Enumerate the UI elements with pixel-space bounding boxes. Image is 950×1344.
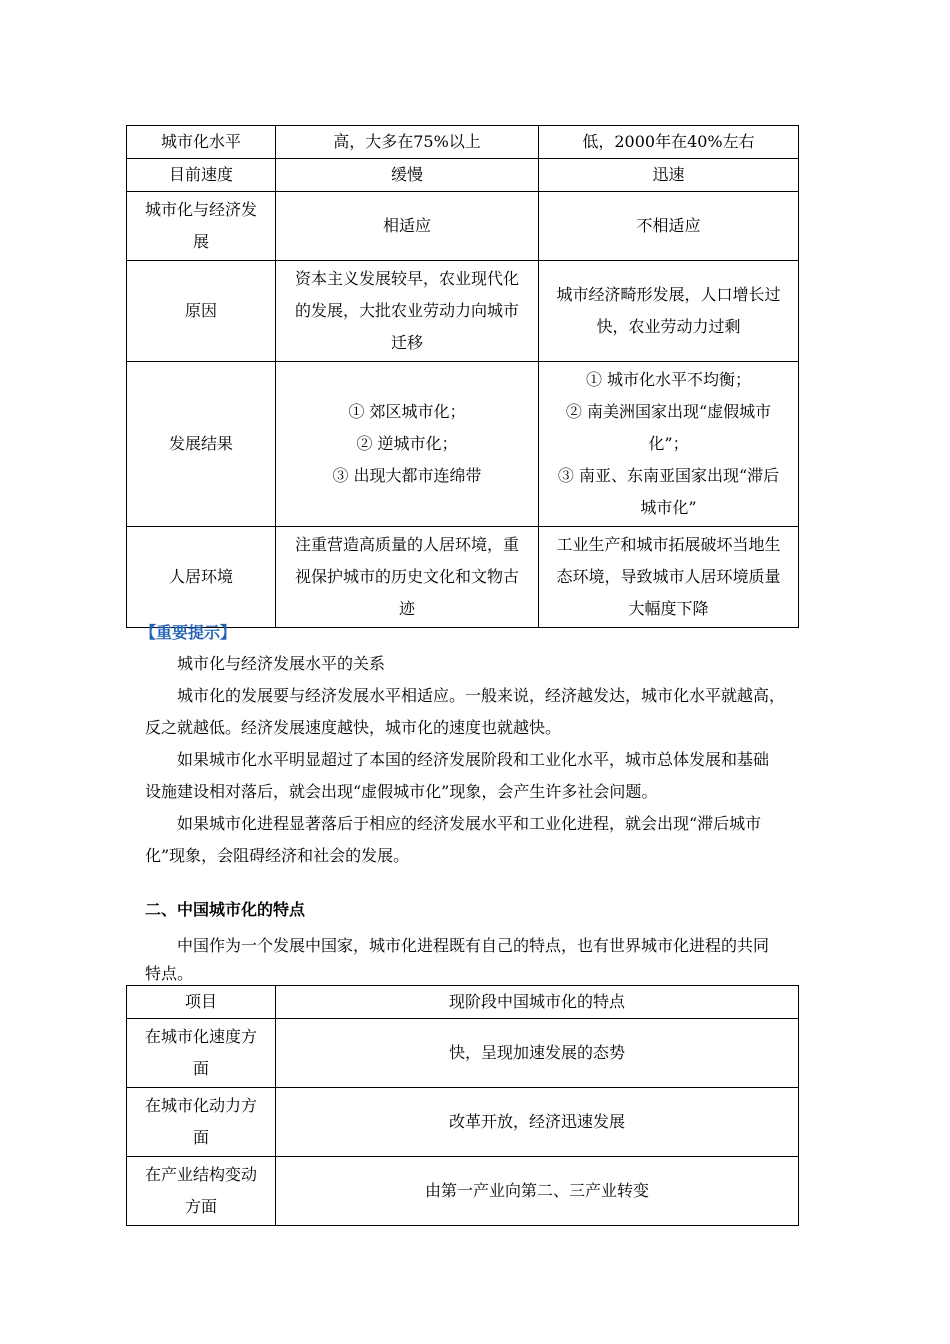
developed-cell: 缓慢	[276, 159, 539, 192]
developed-cell: 相适应	[276, 192, 539, 261]
row-label: 原因	[127, 261, 276, 362]
row-label: 发展结果	[127, 362, 276, 527]
table-row	[127, 159, 799, 192]
item-cell: 在城市化动力方 面	[127, 1088, 276, 1157]
item-cell: 在产业结构变动 方面	[127, 1157, 276, 1226]
table-row	[127, 362, 799, 527]
developed-cell: 注重营造高质量的人居环境，重 视保护城市的历史文化和文物古 迹	[276, 527, 539, 628]
developing-cell: 不相适应	[539, 192, 799, 261]
table-row	[127, 1019, 799, 1088]
tip-paragraph-3: 如果城市化进程显著落后于相应的经济发展水平和工业化进程，就会出现“滞后城市 化”现象，会阻碍经济和社会的发展。	[145, 814, 762, 865]
row-label: 城市化与经济发 展	[127, 192, 276, 261]
developing-cell: 工业生产和城市拓展破坏当地生 态环境，导致城市人居环境质量 大幅度下降	[539, 527, 799, 628]
item-cell: 在城市化速度方 面	[127, 1019, 276, 1088]
tip-paragraph-2: 如果城市化水平明显超过了本国的经济发展阶段和工业化水平，城市总体发展和基础 设施建设相对落后，就会出现“虚假城市化”现象，会产生许多社会问题。	[145, 750, 770, 801]
table-row	[127, 1088, 799, 1157]
row-label: 城市化水平	[127, 126, 276, 159]
row-label: 目前速度	[127, 159, 276, 192]
table-row	[127, 261, 799, 362]
feature-cell: 快，呈现加速发展的态势	[276, 1019, 799, 1088]
feature-cell: 由第一产业向第二、三产业转变	[276, 1157, 799, 1226]
developing-cell: 城市经济畸形发展，人口增长过 快，农业劳动力过剩	[539, 261, 799, 362]
feature-cell: 改革开放，经济迅速发展	[276, 1088, 799, 1157]
table-row	[127, 126, 799, 159]
china-urbanization-table	[126, 985, 799, 1226]
table-row	[127, 527, 799, 628]
header-feature: 现阶段中国城市化的特点	[276, 986, 799, 1019]
table-header-row	[127, 986, 799, 1019]
developed-cell: 资本主义发展较早，农业现代化 的发展，大批农业劳动力向城市 迁移	[276, 261, 539, 362]
comparison-table	[126, 125, 799, 628]
table-row	[127, 1157, 799, 1226]
developed-cell: 高，大多在75%以上	[276, 126, 539, 159]
developing-cell: ① 城市化水平不均衡； ② 南美洲国家出现“虚假城市 化”； ③ 南亚、东南亚国家出现“滞后 城市化”	[539, 362, 799, 527]
developing-cell: 迅速	[539, 159, 799, 192]
important-tip-label: 【重要提示】	[140, 623, 237, 642]
row-label: 人居环境	[127, 527, 276, 628]
developing-cell: 低，2000年在40%左右	[539, 126, 799, 159]
section-intro: 中国作为一个发展中国家，城市化进程既有自己的特点，也有世界城市化进程的共同 特点。	[145, 936, 770, 983]
developed-cell: ① 郊区城市化； ② 逆城市化； ③ 出现大都市连绵带	[276, 362, 539, 527]
tip-title: 城市化与经济发展水平的关系	[177, 654, 386, 673]
tip-paragraph-1: 城市化的发展要与经济发展水平相适应。一般来说，经济越发达，城市化水平就越高， 反之就越低。经济发展速度越快，城市化的速度也就越快。	[145, 686, 786, 737]
section-heading: 二、中国城市化的特点	[145, 900, 306, 919]
table-row	[127, 192, 799, 261]
header-item: 项目	[127, 986, 276, 1019]
